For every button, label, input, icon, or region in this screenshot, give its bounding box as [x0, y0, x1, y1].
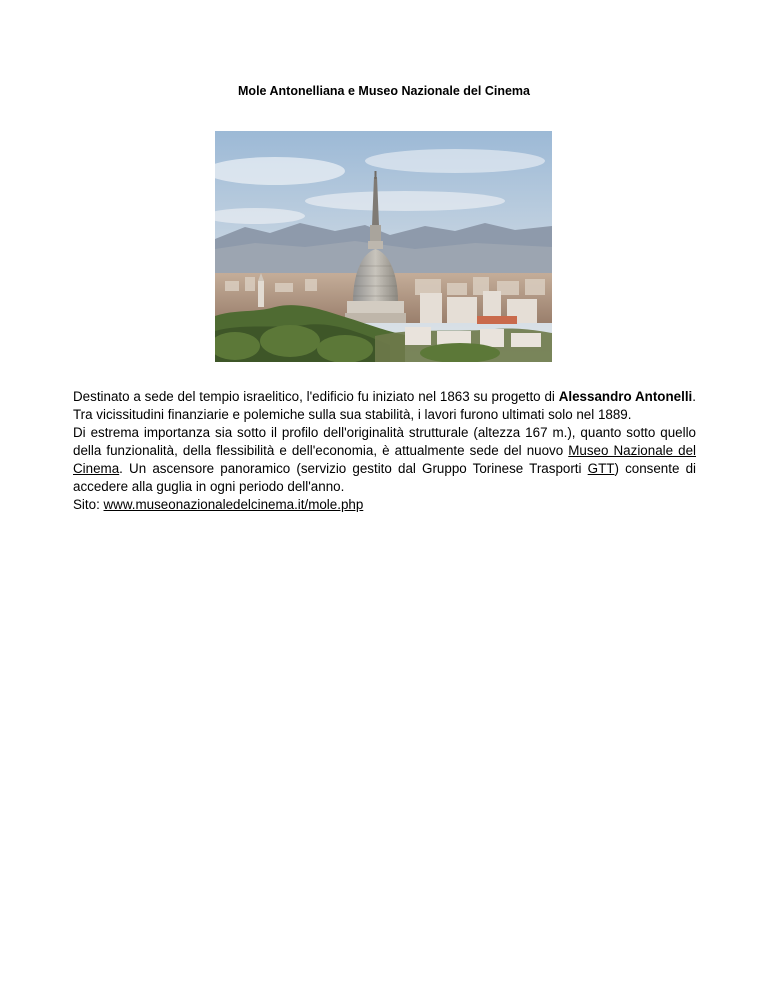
architect-name: Alessandro Antonelli [558, 389, 693, 404]
turin-skyline-image [215, 131, 552, 362]
history-text-2: . Tra vicissitudini finanziarie e polemiche sulla sua stabilità, i lavori furono ultimati solo nel 1889. [73, 389, 696, 422]
site-line [73, 496, 696, 514]
document-body [73, 388, 696, 514]
description-text-1: Di estrema importanza sia sotto il profilo dell'originalità strutturale (altezza 167 m.), quanto sotto quello della funzionalità, della flessibilità e dell'economia, è attualmente sede del nuovo [73, 425, 696, 458]
paragraph-description [73, 424, 696, 496]
paragraph-history [73, 388, 696, 424]
description-text-2: . Un ascensore panoramico (servizio gestito dal Gruppo Torinese Trasporti [119, 461, 588, 476]
description-text-3: ) consente di accedere alla guglia in ogni periodo dell'anno. [73, 461, 697, 494]
mole-antonelliana-photo [215, 131, 552, 362]
history-text-1: Destinato a sede del tempio israelitico, l'edificio fu iniziato nel 1863 su progetto di [73, 389, 559, 404]
site-label: Sito: [73, 497, 104, 512]
document-title: Mole Antonelliana e Museo Nazionale del Cinema [238, 84, 530, 98]
museo-cinema-link[interactable]: Museo Nazionale del Cinema [73, 443, 696, 476]
gtt-link[interactable]: GTT [587, 461, 615, 476]
site-url-link[interactable]: www.museonazionaledelcinema.it/mole.php [103, 497, 364, 512]
